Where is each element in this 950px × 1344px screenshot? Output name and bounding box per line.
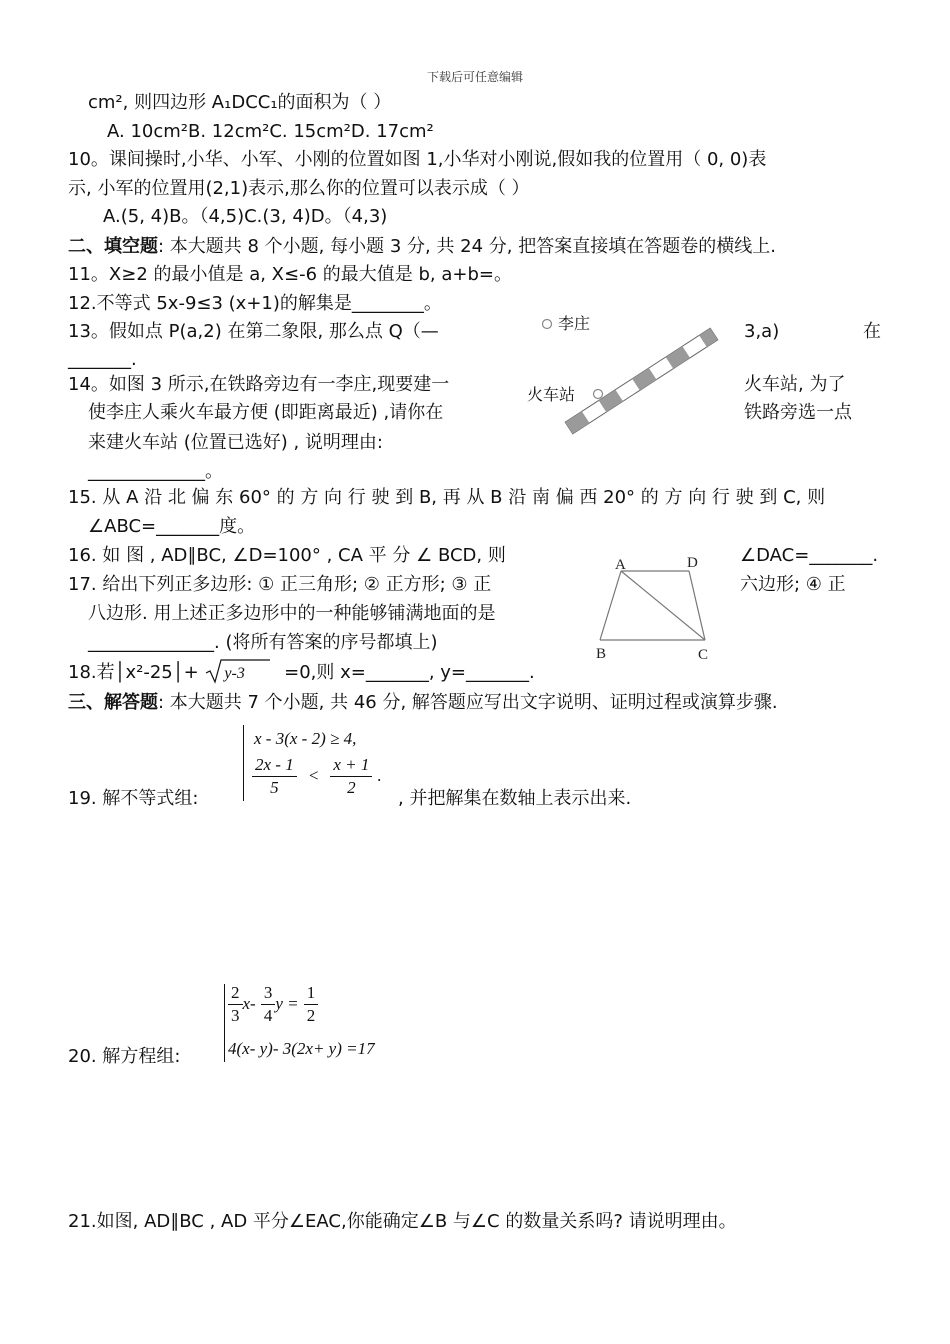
q20-eq2: 4(x- y)- 3(2x+ y) =17 [228, 1039, 375, 1058]
q14-line1-right: 火车站, 为了 [744, 374, 846, 395]
trapezoid-shape [600, 571, 705, 640]
q19-frac1-den: 5 [270, 778, 279, 797]
q17-line3: ______________. (将所有答案的序号都填上) [88, 632, 438, 653]
q13-line2: _______. [68, 349, 137, 370]
q11: 11。X≥2 的最小值是 a, X≤-6 的最大值是 b, a+b=。 [68, 264, 512, 285]
q20-y-eq: y = [275, 994, 299, 1013]
q17-line2: 八边形. 用上述正多边形中的一种能够铺满地面的是 [88, 603, 496, 624]
q19-eq1: x - 3(x - 2) ≥ 4, [254, 729, 357, 748]
q18-post: =0,则 x=_______, y=_______. [284, 662, 535, 683]
q20-x-minus: x- [242, 994, 256, 1013]
q20-f3-den: 2 [306, 1006, 316, 1025]
q19-frac1 [252, 754, 297, 799]
label-C: C [698, 647, 709, 663]
label-A: A [615, 557, 626, 573]
q13-right: 在 [863, 321, 881, 342]
q15-line1: 15. 从 A 沿 北 偏 东 60° 的 方 向 行 驶 到 B, 再 从 B 沿 南 偏 西 20° 的 方 向 行 驶 到 C, 则 [68, 487, 826, 508]
q14-line2-right: 铁路旁选一点 [744, 402, 852, 423]
q19-frac2-num: x + 1 [330, 754, 372, 777]
q20-label: 20. 解方程组: [68, 1046, 181, 1067]
section2-heading [68, 234, 776, 260]
q19-lt: < [307, 766, 320, 785]
q20-f3-num: 1 [304, 982, 319, 1005]
q19-frac2-den: 2 [347, 778, 356, 797]
q19-frac1-num: 2x - 1 [252, 754, 297, 777]
q16-left: 16. 如 图 , AD∥BC, ∠D=100° , CA 平 分 ∠ BCD, 则 [68, 545, 506, 566]
q13-mid: 3,a) [744, 321, 780, 342]
label-D: D [687, 555, 698, 571]
q12: 12.不等式 5x-9≤3 (x+1)的解集是________。 [68, 293, 442, 314]
q19-period: . [377, 766, 382, 785]
q20-brace-icon [224, 984, 225, 1062]
sqrt-radicand: y-3 [224, 665, 245, 682]
q19-brace-icon [243, 725, 244, 801]
q9-text: cm², 则四边形 A₁DCC₁的面积为（ ） [88, 92, 392, 113]
q17-line1-left: 17. 给出下列正多边形: ① 正三角形; ② 正方形; ③ 正 [68, 574, 492, 595]
q10-options: A.(5, 4)B。（4,5)C.(3, 4)D。（4,3) [103, 206, 388, 227]
figure-railway [520, 308, 730, 448]
q20-f1-den: 3 [231, 1006, 240, 1025]
station-label: 火车站 [527, 387, 576, 404]
figure-trapezoid [585, 550, 730, 665]
railway-track [565, 328, 718, 434]
q20-f2-num: 3 [261, 982, 276, 1005]
station-marker-icon [594, 390, 603, 399]
q19-label: 19. 解不等式组: [68, 788, 199, 809]
q10-line2: 示, 小军的位置用(2,1)表示,那么你的位置可以表示成（ ） [68, 178, 530, 199]
q19-eq2 [252, 754, 382, 799]
q10-line1: 10。课间操时,小华、小军、小刚的位置如图 1,小华对小刚说,假如我的位置用（ 0, 0)表 [68, 149, 767, 170]
q21: 21.如图, AD∥BC , AD 平分∠EAC,你能确定∠B 与∠C 的数量关系吗? 请说明理由。 [68, 1211, 737, 1232]
page-header: 下载后可任意编辑 [426, 70, 523, 84]
q20-frac1 [228, 982, 243, 1027]
q18-pre: 18.若│x²-25│+ [68, 662, 199, 683]
q19-frac2 [330, 754, 372, 799]
section3-title: 三、解答题 [68, 692, 158, 713]
q18 [68, 660, 535, 686]
q19-suffix: , 并把解集在数轴上表示出来. [398, 788, 632, 809]
q20-eq1 [228, 982, 318, 1027]
label-B: B [596, 646, 607, 662]
village-marker-icon [543, 320, 552, 329]
q20-frac3 [304, 982, 319, 1027]
q15-line2: ∠ABC=_______度。 [88, 516, 256, 537]
section3-desc: : 本大题共 7 个小题, 共 46 分, 解答题应写出文字说明、证明过程或演算步骤. [158, 692, 778, 713]
section3-heading [68, 690, 778, 716]
q16-right: ∠DAC=_______. [740, 545, 879, 566]
q14-line2-left: 使李庄人乘火车最方便 (即距离最近) ,请你在 [88, 402, 444, 423]
q14-line3: 来建火车站 (位置已选好) , 说明理由: [88, 432, 383, 453]
q14-line1-left: 14。如图 3 所示,在铁路旁边有一李庄,现要建一 [68, 374, 450, 395]
q17-line1-right: 六边形; ④ 正 [740, 574, 846, 595]
q20-f2-den: 4 [263, 1006, 273, 1025]
village-label: 李庄 [558, 316, 591, 333]
section2-desc: : 本大题共 8 个小题, 每小题 3 分, 共 24 分, 把答案直接填在答题卷的横线上. [158, 236, 776, 257]
q20-f1-num: 2 [228, 982, 243, 1005]
q14-line4: _____________。 [88, 461, 223, 482]
q20-frac2 [261, 982, 276, 1027]
sqrt-expression [204, 662, 274, 684]
q9-options: A. 10cm²B. 12cm²C. 15cm²D. 17cm² [107, 121, 434, 142]
section2-title: 二、填空题 [68, 236, 158, 257]
q13-left: 13。假如点 P(a,2) 在第二象限, 那么点 Q（— [68, 321, 439, 342]
